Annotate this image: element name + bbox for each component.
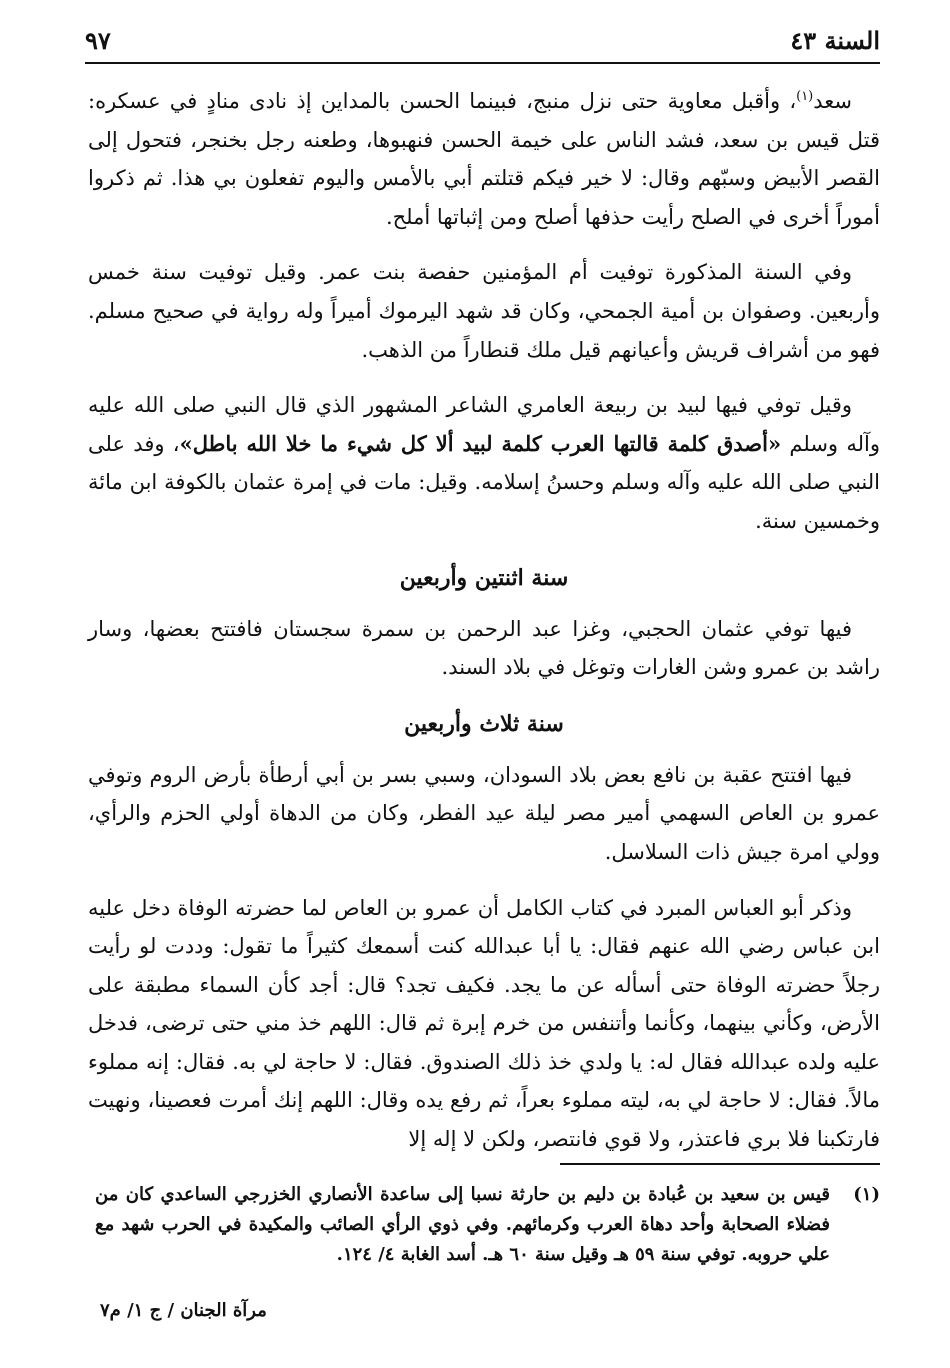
footnote-reference: (١) [796, 89, 814, 104]
main-text [88, 78, 880, 1176]
paragraph-3 [88, 386, 880, 540]
page-header [85, 22, 880, 64]
page-footer: مرآة الجنان / ج ١/ م٧ [100, 1300, 267, 1321]
paragraph-3-rest: ، وفد على النبي صلى الله عليه وآله وسلم وحسنُ إسلامه. وقيل: مات في إمرة عثمان بالكوفة ابن مائة وخمسين سنة. [88, 431, 880, 533]
paragraph-1 [88, 78, 880, 236]
paragraph-6: وذكر أبو العباس المبرد في كتاب الكامل أن عمرو بن العاص لما حضرته الوفاة دخل عليه ابن عباس رضي الله عنهم فقال: يا أبا عبدالله كنت أسمعك كثيراً ما تقول: وددت لو رأيت رجلاً حضرته الوفاة حتى أسأله عن ما يجد. فكيف تجد؟ قال: أجد كأن السماء مطبقة على الأرض، وكأني بينهما، وكأنما وأتنفس من خرم إبرة ثم قال: اللهم خذ مني حتى ترضى، فدخل عليه ولده عبدالله فقال له: يا ولدي خذ ذلك الصندوق. فقال: لا حاجة لي به. فقال: إنه مملوء مالاً. فقال: لا حاجة لي به، ليته مملوء بعراً، ثم رفع يده وقال: اللهم إنك أمرت فعصينا، ونهيت فارتكبنا فلا بري فاعتذر، ولا قوي فانتصر، ولكن لا إله إلا [88, 895, 880, 1152]
footnote-divider [560, 1163, 880, 1165]
running-title: السنة ٤٣ [790, 26, 880, 55]
paragraph-5: فيها افتتح عقبة بن نافع بعض بلاد السودان، وسبي بسر بن أبي أرطأة بأرض الروم وتوفي عمرو بن العاص السهمي أمير مصر ليلة عيد الفطر، وكان من الدهاة أولي الحزم والرأي، وولي امرة جيش ذات السلاسل. [88, 762, 880, 864]
paragraph-1-rest: ، وأقبل معاوية حتى نزل منبج، فبينما الحسن بالمداين إذ نادى منادٍ في عسكره: قتل قيس بن سعد، فشد الناس على خيمة الحسن فنهبوها، وطعنه رجل بخنجر، فتحول إلى القصر الأبيض وسبّهم وقال: لا خير فيكم قتلتم أبي بالأمس واليوم تفعلون بي هذا. ثم ذكروا أموراً أخرى في الصلح رأيت حذفها أصلح ومن إثباتها أملح. [88, 89, 880, 229]
section-heading-43: سنة ثلاث وأربعين [404, 710, 564, 737]
hadith-quote: «أصدق كلمة قالتها العرب كلمة لبيد ألا كل شيء ما خلا الله باطل» [179, 430, 782, 456]
section-heading-42: سنة اثنتين وأربعين [399, 564, 569, 591]
paragraph-4: فيها توفي عثمان الحجبي، وغزا عبد الرحمن بن سمرة سجستان فافتتح بعضها، وسار راشد بن عمرو وشن الغارات وتوغل في بلاد السند. [88, 616, 880, 680]
paragraph-1-start: سعد [813, 89, 852, 113]
page-number: ٩٧ [85, 26, 111, 55]
paragraph-3-start: وقيل توفي فيها لبيد بن ربيعة العامري الشاعر المشهور الذي قال النبي صلى الله عليه وآله وسلم [88, 393, 880, 456]
paragraph-2: وفي السنة المذكورة توفيت أم المؤمنين حفصة بنت عمر. وقيل توفيت سنة خمس وأربعين. وصفوان بن أمية الجمحي، وكان قد شهد اليرموك أميراً وله رواية في صحيح مسلم. فهو من أشراف قريش وأعيانهم قيل ملك قنطاراً من الذهب. [88, 260, 880, 362]
footnote [95, 1180, 880, 1270]
footnote-marker: (١) [853, 1184, 880, 1205]
footnote-text: قيس بن سعيد بن عُبادة بن دليم بن حارثة نسبا إلى ساعدة الأنصاري الخزرجي الساعدي كان من فضلاء الصحابة وأحد دهاة العرب وكرمائهم. وفي ذوي الرأي الصائب والمكيدة في الحرب شهد مع علي حروبه. توفي سنة ٥٩ هـ وقيل سنة ٦٠ هـ. أسد الغابة ٤/ ١٢٤. [95, 1184, 830, 1265]
